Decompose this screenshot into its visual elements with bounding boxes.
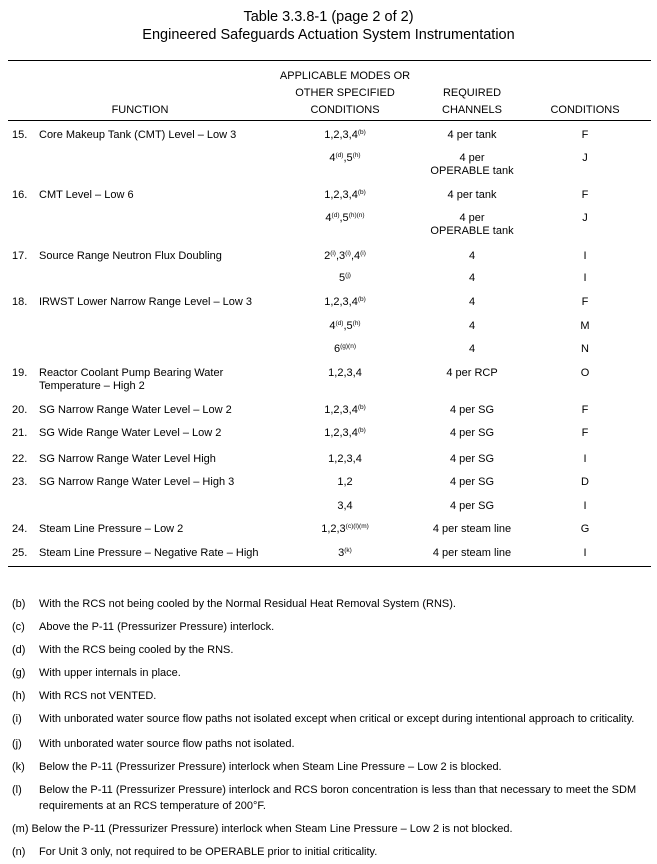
modes-cell xyxy=(270,523,420,536)
footnote-ref: (d) xyxy=(335,320,344,327)
modes-cell xyxy=(270,296,420,309)
condition-cell: N xyxy=(581,343,589,355)
channels-cell: 4 per RCP xyxy=(446,367,498,379)
condition-cell: F xyxy=(581,296,589,308)
condition-cell: F xyxy=(581,427,589,439)
footnote-label: (b) xyxy=(12,598,26,610)
condition-cell: M xyxy=(580,320,590,332)
condition-cell: F xyxy=(581,404,589,416)
footnote-ref: (h) xyxy=(352,320,361,327)
condition-cell: F xyxy=(581,189,589,201)
footnote-label: (k) xyxy=(12,761,25,773)
top-rule xyxy=(8,60,651,61)
modes-cell xyxy=(270,367,420,380)
condition-cell: G xyxy=(580,523,590,535)
modes-cell xyxy=(270,404,420,417)
mode-value: ,5 xyxy=(343,152,353,164)
mode-value: 5 xyxy=(339,272,346,284)
function-cell: Source Range Neutron Flux Doubling xyxy=(39,250,222,262)
modes-cell xyxy=(270,129,420,142)
condition-cell: D xyxy=(581,476,589,488)
modes-cell xyxy=(270,272,420,285)
mode-value: ,4 xyxy=(350,250,361,262)
modes-cell xyxy=(270,189,420,202)
table-title: Table 3.3.8-1 (page 2 of 2) xyxy=(243,9,414,25)
footnote-label: (d) xyxy=(12,644,26,656)
function-cell: SG Narrow Range Water Level – Low 2 xyxy=(39,404,232,416)
mode-value: 1,2,3,4 xyxy=(324,296,358,308)
function-cell: Steam Line Pressure – Negative Rate – High xyxy=(39,547,259,559)
footnote-ref: (g)(n) xyxy=(340,343,356,350)
mode-value: 3,4 xyxy=(337,500,353,512)
footnote-text: Below the P-11 (Pressurizer Pressure) interlock and RCS boron concentration is less than that necessary to meet the SDM requirements at an RCS temperature of 200°F. xyxy=(39,784,637,812)
function-cell: SG Narrow Range Water Level – High 3 xyxy=(39,476,235,488)
footnote-label: (m) xyxy=(12,823,29,835)
footnote-ref: (i) xyxy=(330,250,336,257)
footnote-ref: (b) xyxy=(357,296,366,303)
modes-cell xyxy=(270,453,420,466)
modes-cell xyxy=(270,343,420,356)
footnote-ref: (d) xyxy=(331,212,340,219)
modes-cell xyxy=(270,547,420,560)
footnote-text: With unborated water source flow paths not isolated. xyxy=(39,738,295,750)
footnote-label: (l) xyxy=(12,784,22,796)
mode-value: 1,2,3,4 xyxy=(324,189,358,201)
row-number: 18. xyxy=(12,296,28,308)
modes-cell xyxy=(270,500,420,513)
channels-cell: 4 per SG xyxy=(449,427,495,439)
header-modes: APPLICABLE MODES OR OTHER SPECIFIED CONDITIONS xyxy=(279,70,411,116)
footnote-label: (n) xyxy=(12,846,26,858)
modes-cell xyxy=(270,250,420,263)
condition-cell: I xyxy=(583,453,587,465)
mode-value: 1,2,3,4 xyxy=(324,129,358,141)
function-cell: SG Wide Range Water Level – Low 2 xyxy=(39,427,222,439)
footnote-ref: (d) xyxy=(335,152,344,159)
header-channels: REQUIRED CHANNELS xyxy=(442,87,502,116)
condition-cell: J xyxy=(582,212,588,224)
header-function: FUNCTION xyxy=(111,104,169,116)
channels-cell: 4 per SG xyxy=(449,453,495,465)
function-cell: CMT Level – Low 6 xyxy=(39,189,134,201)
channels-cell: 4 xyxy=(468,296,476,308)
mode-value: 1,2,3,4 xyxy=(324,404,358,416)
bottom-rule xyxy=(8,566,651,567)
row-number: 25. xyxy=(12,547,28,559)
footnote-ref: (b) xyxy=(357,129,366,136)
condition-cell: I xyxy=(583,272,587,284)
footnote-text: With RCS not VENTED. xyxy=(39,690,157,702)
footnote-ref: (i) xyxy=(345,250,351,257)
row-number: 19. xyxy=(12,367,28,379)
mode-value: ,3 xyxy=(335,250,346,262)
channels-cell: 4 per tank xyxy=(447,129,497,141)
mode-value: 1,2,3,4 xyxy=(324,427,358,439)
footnote-text: With upper internals in place. xyxy=(39,667,181,679)
footnote xyxy=(12,821,642,837)
modes-cell xyxy=(270,320,420,333)
function-cell: IRWST Lower Narrow Range Level – Low 3 xyxy=(39,296,252,308)
mode-value: 2 xyxy=(324,250,331,262)
mode-value: 3 xyxy=(338,547,345,559)
channels-cell: 4 per SG xyxy=(449,500,495,512)
footnote-ref: (k) xyxy=(344,547,352,554)
row-number: 21. xyxy=(12,427,28,439)
footnote-label: (i) xyxy=(12,713,22,725)
footnote-label: (j) xyxy=(12,738,22,750)
channels-cell: 4 per SG xyxy=(449,476,495,488)
footnote-label: (g) xyxy=(12,667,26,679)
condition-cell: F xyxy=(581,129,589,141)
mode-value: 6 xyxy=(333,343,341,355)
footnote-ref: (j) xyxy=(345,272,351,279)
mode-value: 1,2 xyxy=(337,476,353,488)
footnote-label: (c) xyxy=(12,621,25,633)
modes-cell xyxy=(270,212,420,225)
mode-value: 1,2,3,4 xyxy=(328,453,362,465)
footnote-ref: (i) xyxy=(360,250,366,257)
condition-cell: I xyxy=(583,547,587,559)
header-conditions: CONDITIONS xyxy=(550,104,620,116)
footnote-ref: (b) xyxy=(357,427,366,434)
function-cell: Reactor Coolant Pump Bearing Water Temperature – High 2 xyxy=(39,367,224,392)
header-rule xyxy=(8,120,651,121)
mode-value: 1,2,3,4 xyxy=(328,367,362,379)
modes-cell xyxy=(270,427,420,440)
channels-cell: 4 per OPERABLE tank xyxy=(430,152,514,177)
channels-cell: 4 xyxy=(468,320,476,332)
mode-value: ,5 xyxy=(339,212,349,224)
footnote-text: With the RCS being cooled by the RNS. xyxy=(39,644,234,656)
function-cell: Core Makeup Tank (CMT) Level – Low 3 xyxy=(39,129,237,141)
mode-value: 4 xyxy=(329,320,336,332)
channels-cell: 4 per tank xyxy=(447,189,497,201)
channels-cell: 4 per SG xyxy=(449,404,495,416)
footnote-text: With unborated water source flow paths not isolated except when critical or except during intentional approach to criticality. xyxy=(39,713,635,725)
row-number: 23. xyxy=(12,476,28,488)
footnote-text: Below the P-11 (Pressurizer Pressure) interlock when Steam Line Pressure – Low 2 is blocked. xyxy=(39,761,502,773)
footnote-ref: (c)(l)(m) xyxy=(345,523,369,530)
table-subtitle: Engineered Safeguards Actuation System Instrumentation xyxy=(142,27,515,43)
channels-cell: 4 xyxy=(468,272,476,284)
footnote-ref: (h)(n) xyxy=(348,212,365,219)
row-number: 17. xyxy=(12,250,28,262)
condition-cell: J xyxy=(582,152,588,164)
row-number: 22. xyxy=(12,453,28,465)
channels-cell: 4 per steam line xyxy=(432,523,512,535)
footnote-text: With the RCS not being cooled by the Normal Residual Heat Removal System (RNS). xyxy=(39,598,456,610)
footnote-text: Above the P-11 (Pressurizer Pressure) interlock. xyxy=(39,621,275,633)
footnote-label: (h) xyxy=(12,690,26,702)
modes-cell xyxy=(270,152,420,165)
row-number: 16. xyxy=(12,189,28,201)
mode-value: 4 xyxy=(329,152,336,164)
channels-cell: 4 per OPERABLE tank xyxy=(430,212,514,237)
channels-cell: 4 xyxy=(468,250,476,262)
mode-value: 1,2,3 xyxy=(321,523,346,535)
row-number: 20. xyxy=(12,404,28,416)
function-cell: Steam Line Pressure – Low 2 xyxy=(39,523,184,535)
row-number: 15. xyxy=(12,129,28,141)
footnote-ref: (b) xyxy=(357,404,366,411)
function-cell: SG Narrow Range Water Level High xyxy=(39,453,216,465)
channels-cell: 4 xyxy=(468,343,476,355)
condition-cell: O xyxy=(580,367,590,379)
mode-value: 4 xyxy=(325,212,332,224)
condition-cell: I xyxy=(583,250,587,262)
modes-cell xyxy=(270,476,420,489)
condition-cell: I xyxy=(583,500,587,512)
footnote-text: For Unit 3 only, not required to be OPERABLE prior to initial criticality. xyxy=(39,846,378,858)
channels-cell: 4 per steam line xyxy=(432,547,512,559)
mode-value: ,5 xyxy=(343,320,353,332)
footnote-ref: (h) xyxy=(352,152,361,159)
row-number: 24. xyxy=(12,523,28,535)
footnote-text: Below the P-11 (Pressurizer Pressure) interlock when Steam Line Pressure – Low 2 is not blocked. xyxy=(28,823,513,835)
footnote-ref: (b) xyxy=(357,189,366,196)
